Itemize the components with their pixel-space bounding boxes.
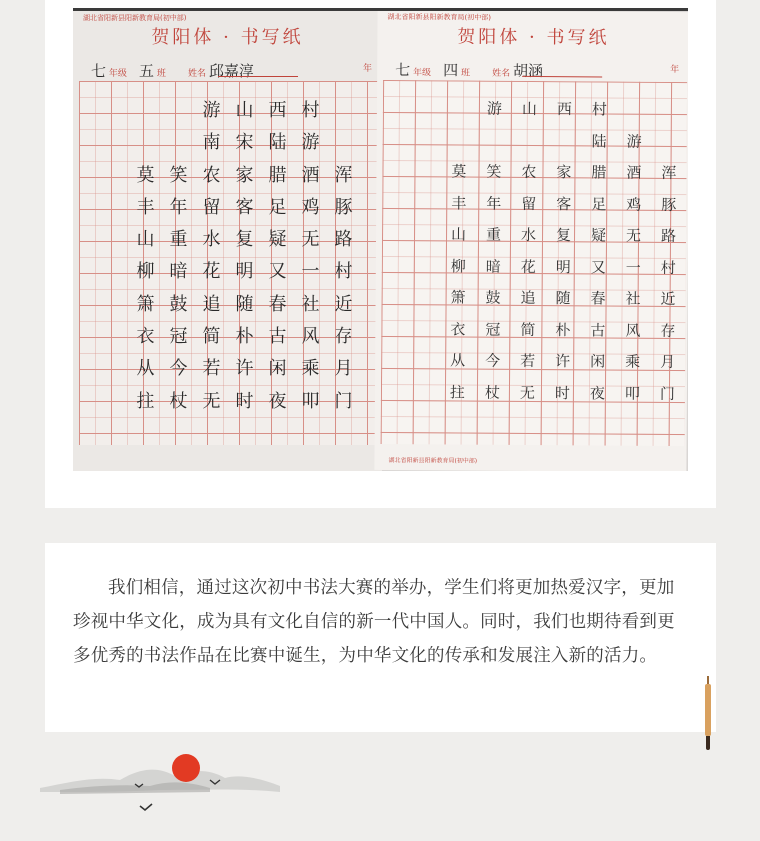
- poem-char: 闲: [590, 352, 606, 371]
- poem-row: [440, 313, 680, 346]
- poem-char: 鸡: [301, 196, 320, 218]
- poem-char: 鸡: [626, 195, 642, 214]
- poem-char: 从: [450, 351, 466, 370]
- poem-char: 游: [486, 99, 502, 118]
- poem-char: 无: [625, 226, 642, 245]
- poem-char: 今: [485, 351, 501, 370]
- poem-row: [442, 124, 682, 157]
- sheet-title: 贺阳体 · 书写纸: [457, 26, 610, 49]
- article-paragraph: 我们相信，通过这次初中书法大赛的举办，学生们将更加热爱汉字，更加珍视中华文化，成为具有文化自信的新一代中国人。同时，我们也期待看到更多优秀的书法作品在比赛中诞生，为中华文化的传承和发展注入新的活力。: [73, 578, 675, 666]
- name-handwriting: 胡涵: [513, 61, 544, 81]
- poem-char: 乘: [301, 358, 320, 380]
- poem-char: 冠: [485, 320, 501, 339]
- poem-char: 风: [625, 321, 641, 340]
- poem-char: 古: [590, 320, 606, 340]
- poem-char: 重: [485, 225, 502, 244]
- poem-char: 夜: [268, 390, 287, 412]
- poem-char: 社: [301, 293, 320, 315]
- poem-char: 山: [235, 100, 254, 121]
- mountain-landscape-icon: [40, 740, 280, 830]
- class-handwriting: 四: [443, 61, 459, 80]
- poem-row: [440, 344, 680, 377]
- poem-char: 村: [660, 258, 676, 277]
- poem-char: 无: [301, 229, 320, 251]
- poem-char: 村: [301, 100, 320, 121]
- poem-char: 年: [169, 196, 188, 218]
- poem-char: 暗: [485, 257, 501, 276]
- article-card: [45, 543, 716, 732]
- poem-char: 复: [555, 226, 572, 245]
- poem-char: 从: [136, 358, 155, 380]
- poem-char: 年: [486, 194, 502, 213]
- poem-char: 暗: [169, 261, 188, 283]
- poem-row: [441, 218, 681, 251]
- poem-char: 游: [202, 100, 221, 121]
- brush-icon: [705, 676, 711, 750]
- poem-char: 简: [202, 326, 221, 348]
- poem-char: 明: [235, 261, 254, 283]
- poem-row: [442, 92, 682, 125]
- poem-char: 农: [202, 164, 221, 186]
- poem-char: 随: [235, 293, 254, 315]
- grade-label: 年级: [108, 69, 127, 79]
- poem-char: 留: [521, 194, 537, 213]
- poem-char: 村: [591, 100, 607, 119]
- poem-char: 明: [555, 257, 571, 276]
- poem-char: 鼓: [485, 288, 501, 307]
- grade-handwriting: 七: [91, 62, 107, 80]
- poem-char: 宋: [235, 132, 254, 154]
- poem-char: 一: [625, 258, 641, 277]
- poem-char: 复: [235, 229, 254, 251]
- poem-char: 随: [555, 289, 571, 308]
- poem-char: 路: [334, 229, 353, 251]
- poem-row: [440, 281, 680, 314]
- poem-char: 陆: [591, 131, 607, 151]
- poem-char: 春: [590, 289, 606, 308]
- poem-row: [441, 187, 681, 220]
- sheet-header: [73, 11, 382, 59]
- poem-char: 山: [450, 225, 467, 244]
- poem-row: [129, 127, 369, 159]
- poem-char: 门: [659, 384, 676, 403]
- poem-char: 追: [202, 293, 221, 315]
- poem-char: 腊: [268, 164, 287, 186]
- poem-char: 一: [301, 261, 320, 283]
- poem-char: 足: [591, 194, 607, 214]
- poem-char: 农: [521, 162, 537, 182]
- poem-char: 冠: [169, 326, 188, 348]
- poem-char: 许: [235, 358, 254, 380]
- poem-char: 游: [626, 132, 642, 151]
- poem-char: 丰: [136, 196, 155, 218]
- poem-char: 箫: [450, 288, 466, 307]
- poem-char: 留: [202, 196, 221, 218]
- name-label: 姓名: [188, 69, 207, 79]
- year-label: 年: [362, 64, 372, 74]
- poem-char: 又: [268, 261, 287, 283]
- poem-row: [440, 376, 680, 409]
- poem-char: 春: [268, 293, 287, 315]
- poem-row: [129, 321, 369, 353]
- calligraphy-photo: [73, 11, 688, 471]
- class-handwriting: 五: [139, 62, 155, 80]
- poem-char: 莫: [451, 162, 467, 181]
- poem-char: 又: [590, 257, 606, 277]
- poem-row: [129, 353, 369, 385]
- sheet-footer-logo: 湖北省阳新县阳新教育局(初中部): [388, 457, 478, 465]
- calligraphy-sheet-left: [73, 11, 382, 471]
- poem-char: 陆: [268, 132, 287, 154]
- poem-char: 若: [202, 358, 221, 380]
- poem-char: 存: [660, 321, 676, 340]
- poem-char: 客: [235, 196, 254, 218]
- poem-char: 乘: [625, 352, 641, 371]
- class-label: 班: [156, 69, 166, 79]
- poem-char: 箫: [136, 293, 155, 315]
- poem-char: 社: [625, 289, 641, 308]
- poem-char: 酒: [301, 164, 320, 186]
- poem-char: 西: [556, 100, 572, 119]
- poem-char: 今: [169, 358, 188, 380]
- poem-char: 疑: [268, 229, 287, 251]
- poem-char: 浑: [661, 163, 677, 183]
- poem-char: 家: [556, 163, 572, 182]
- sheet-logo: 湖北省阳新县阳新教育局(初中部): [387, 12, 492, 22]
- poem-char: 花: [202, 261, 221, 283]
- class-label: 班: [461, 68, 471, 79]
- poem-char: 浑: [334, 164, 353, 186]
- poem-char: 酒: [626, 163, 642, 182]
- poem-char: 柳: [136, 261, 155, 283]
- poem-char: 闲: [268, 358, 287, 380]
- poem-char: 杖: [169, 390, 188, 412]
- poem-row: [129, 192, 369, 224]
- poem-char: 时: [554, 383, 571, 402]
- poem-char: 杖: [484, 383, 501, 402]
- poem-char: 笑: [486, 162, 502, 181]
- sheet-info: [73, 61, 382, 83]
- poem-row: [129, 224, 369, 256]
- year-label: 年: [670, 64, 680, 76]
- poem-row: [441, 155, 681, 188]
- poem-row: [129, 256, 369, 288]
- sheet-title: 贺阳体 · 书写纸: [151, 27, 304, 48]
- poem-char: 拄: [136, 390, 155, 412]
- poem-char: 近: [660, 289, 676, 309]
- poem-char: 时: [235, 390, 254, 412]
- poem-char: 山: [521, 99, 537, 119]
- poem-char: 花: [520, 257, 536, 276]
- poem-char: 腊: [591, 163, 607, 182]
- poem-char: 朴: [235, 326, 254, 348]
- sheet-logo: 湖北省阳新县阳新教育局(初中部): [83, 14, 187, 22]
- poem-char: 存: [334, 326, 353, 348]
- poem-char: 柳: [450, 256, 466, 276]
- poem-char: 月: [660, 352, 676, 372]
- poem-char: 豚: [661, 195, 677, 214]
- poem-char: 无: [202, 390, 221, 412]
- grade-handwriting: 七: [395, 61, 411, 80]
- handwritten-poem: [129, 95, 369, 418]
- poem-char: 衣: [136, 326, 155, 348]
- handwritten-poem: [440, 92, 682, 409]
- poem-char: 风: [301, 326, 320, 348]
- calligraphy-sheet-right: [374, 11, 688, 471]
- poem-char: 家: [235, 164, 254, 186]
- poem-char: 丰: [451, 193, 467, 213]
- name-handwriting: 邱嘉淳: [208, 62, 254, 80]
- poem-char: 水: [520, 225, 537, 245]
- poem-char: 南: [202, 132, 221, 154]
- poem-char: 山: [136, 229, 155, 251]
- poem-char: 水: [202, 229, 221, 251]
- poem-char: 追: [520, 288, 536, 308]
- poem-char: 足: [268, 196, 287, 218]
- poem-char: 朴: [555, 320, 571, 339]
- poem-char: 夜: [589, 383, 606, 403]
- poem-char: 无: [519, 383, 536, 402]
- poem-row: [129, 160, 369, 192]
- poem-char: 月: [334, 358, 353, 380]
- poem-char: 莫: [136, 164, 155, 186]
- poem-char: 路: [660, 226, 677, 246]
- poem-char: 豚: [334, 196, 353, 218]
- poem-row: [129, 289, 369, 321]
- poem-char: 叩: [624, 384, 641, 403]
- sun-icon: [172, 754, 200, 782]
- sheet-info: [377, 60, 688, 84]
- poem-row: [129, 95, 369, 127]
- poem-char: 村: [334, 261, 353, 283]
- poem-row: [441, 250, 681, 283]
- poem-row: [129, 386, 369, 418]
- poem-char: 叩: [301, 390, 320, 412]
- sheet-header: [377, 11, 688, 60]
- poem-char: 古: [268, 326, 287, 348]
- poem-char: 门: [334, 390, 353, 412]
- poem-char: 拄: [449, 382, 466, 402]
- bird-icon: [140, 804, 152, 810]
- poem-char: 笑: [169, 164, 188, 186]
- poem-char: 客: [556, 194, 572, 213]
- poem-char: 疑: [590, 226, 607, 245]
- poem-char: 重: [169, 229, 188, 251]
- poem-char: 简: [520, 320, 536, 339]
- poem-char: 若: [520, 351, 536, 371]
- poem-char: 近: [334, 293, 353, 315]
- poem-char: 衣: [450, 319, 466, 339]
- photo-card: [45, 0, 716, 508]
- poem-char: 西: [268, 100, 287, 121]
- poem-char: 鼓: [169, 293, 188, 315]
- grade-label: 年级: [413, 68, 432, 79]
- name-label: 姓名: [492, 68, 511, 79]
- poem-char: 许: [555, 352, 571, 371]
- poem-char: 游: [301, 132, 320, 154]
